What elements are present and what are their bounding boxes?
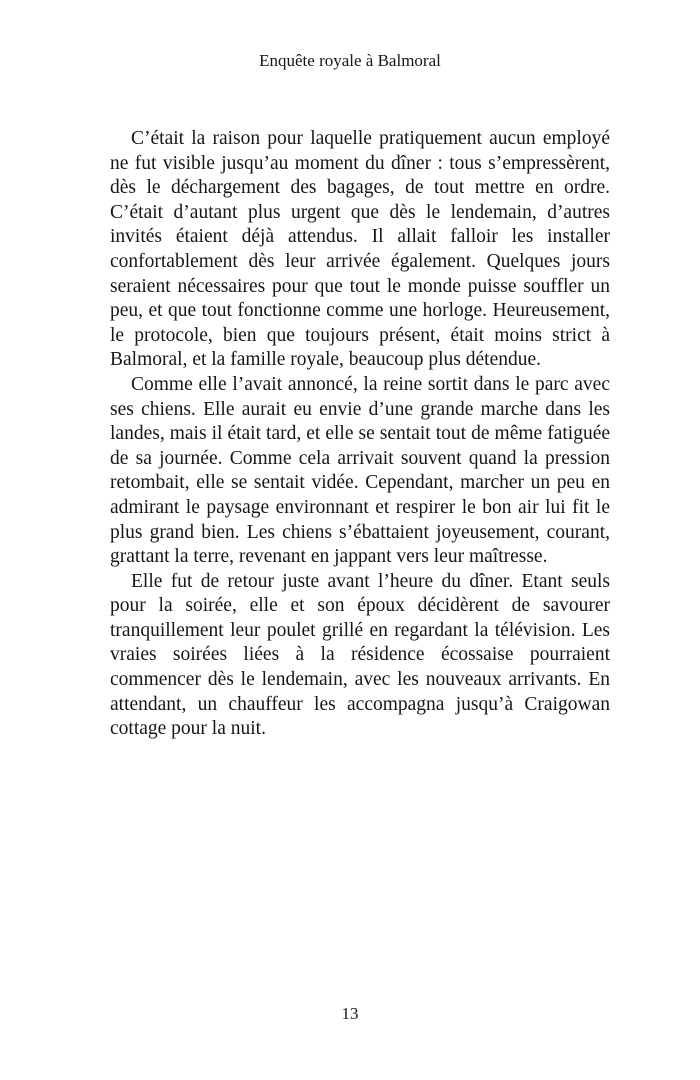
paragraph-1: C’était la raison pour laquelle pratiquement aucun employé ne fut visible jusqu’au moment du dîner : tous s’empressèrent, dès le déchargement des bagages, de tout mettre en ordre. C’était d’autant plus urgent que dès le lendemain, d’autres invités étaient déjà attendus. Il allait falloir les installer confortablement dès leur arrivée également. Quelques jours seraient nécessaires pour que tout le monde puisse souffler un peu, et que tout fonctionne comme une horloge. Heureusement, le protocole, bien que toujours présent, était moins strict à Balmoral, et la famille royale, beaucoup plus détendue. — [110, 128, 610, 371]
running-header: Enquête royale à Balmoral — [259, 51, 441, 70]
paragraph-3: Elle fut de retour juste avant l’heure du dîner. Etant seuls pour la soirée, elle et son époux décidèrent de savourer tranquillement leur poulet grillé en regardant la télévision. Les vraies soirées liées à la résidence écossaise pourraient commencer dès le lendemain, avec les nouveaux arrivants. En attendant, un chauffeur les accompagna jusqu’à Craigowan cottage pour la nuit. — [110, 570, 610, 740]
page-number: 13 — [341, 1004, 359, 1023]
paragraph-2: Comme elle l’avait annoncé, la reine sortit dans le parc avec ses chiens. Elle aurait eu envie d’une grande marche dans les landes, mais il était tard, et elle se sentait tout de même fatiguée de sa journée. Comme cela arrivait souvent quand la pression retombait, elle se sentait vidée. Cependant, marcher un peu en admirant le paysage environnant et respirer le bon air lui fit le plus grand bien. Les chiens s’ébattaient joyeusement, courant, grattant la terre, revenant en jappant vers leur maîtresse. — [110, 373, 610, 568]
body-text — [110, 127, 610, 742]
